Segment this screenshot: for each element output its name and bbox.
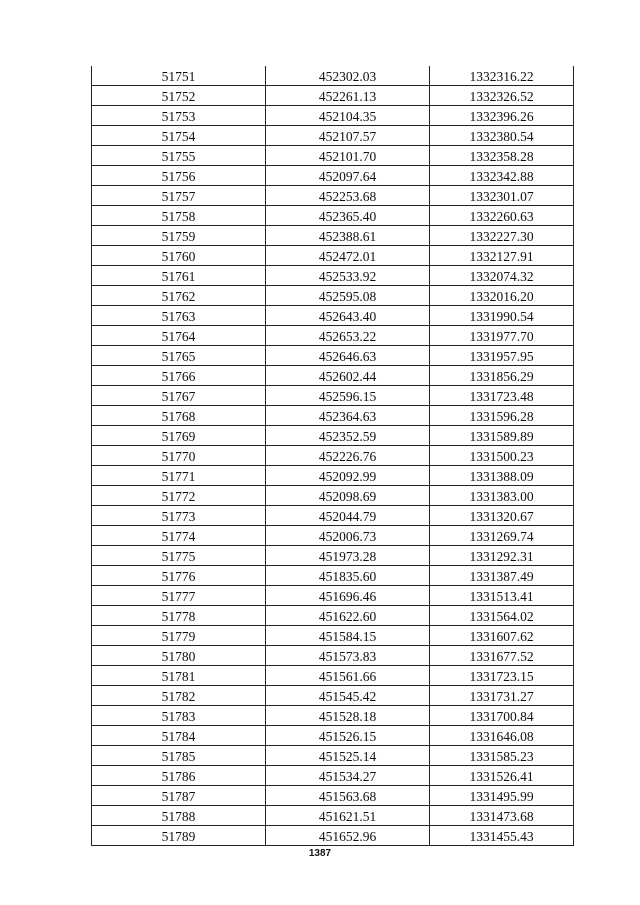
x-coordinate-cell: 452533.92 xyxy=(266,266,430,286)
point-id-cell: 51782 xyxy=(92,686,266,706)
point-id-cell: 51787 xyxy=(92,786,266,806)
y-coordinate-cell: 1331585.23 xyxy=(430,746,574,766)
point-id-cell: 51784 xyxy=(92,726,266,746)
y-coordinate-cell: 1331320.67 xyxy=(430,506,574,526)
x-coordinate-cell: 451584.15 xyxy=(266,626,430,646)
x-coordinate-cell: 451835.60 xyxy=(266,566,430,586)
y-coordinate-cell: 1331473.68 xyxy=(430,806,574,826)
x-coordinate-cell: 452653.22 xyxy=(266,326,430,346)
table-row xyxy=(92,806,574,826)
y-coordinate-cell: 1331990.54 xyxy=(430,306,574,326)
point-id-cell: 51762 xyxy=(92,286,266,306)
point-id-cell: 51765 xyxy=(92,346,266,366)
point-id-cell: 51754 xyxy=(92,126,266,146)
point-id-cell: 51774 xyxy=(92,526,266,546)
point-id-cell: 51785 xyxy=(92,746,266,766)
x-coordinate-cell: 451621.51 xyxy=(266,806,430,826)
point-id-cell: 51783 xyxy=(92,706,266,726)
y-coordinate-cell: 1331388.09 xyxy=(430,466,574,486)
table-row xyxy=(92,206,574,226)
point-id-cell: 51781 xyxy=(92,666,266,686)
point-id-cell: 51758 xyxy=(92,206,266,226)
y-coordinate-cell: 1331596.28 xyxy=(430,406,574,426)
y-coordinate-cell: 1331723.48 xyxy=(430,386,574,406)
point-id-cell: 51766 xyxy=(92,366,266,386)
table-row xyxy=(92,586,574,606)
x-coordinate-cell: 452044.79 xyxy=(266,506,430,526)
x-coordinate-cell: 452365.40 xyxy=(266,206,430,226)
x-coordinate-cell: 451573.83 xyxy=(266,646,430,666)
y-coordinate-cell: 1332016.20 xyxy=(430,286,574,306)
x-coordinate-cell: 452595.08 xyxy=(266,286,430,306)
table-row xyxy=(92,66,574,86)
y-coordinate-cell: 1332326.52 xyxy=(430,86,574,106)
table-row xyxy=(92,686,574,706)
x-coordinate-cell: 452092.99 xyxy=(266,466,430,486)
point-id-cell: 51773 xyxy=(92,506,266,526)
table-row xyxy=(92,386,574,406)
x-coordinate-cell: 452097.64 xyxy=(266,166,430,186)
y-coordinate-cell: 1332227.30 xyxy=(430,226,574,246)
y-coordinate-cell: 1331646.08 xyxy=(430,726,574,746)
y-coordinate-cell: 1331564.02 xyxy=(430,606,574,626)
x-coordinate-cell: 452253.68 xyxy=(266,186,430,206)
table-row xyxy=(92,526,574,546)
y-coordinate-cell: 1332127.91 xyxy=(430,246,574,266)
point-id-cell: 51771 xyxy=(92,466,266,486)
table-row xyxy=(92,826,574,846)
y-coordinate-cell: 1331269.74 xyxy=(430,526,574,546)
point-id-cell: 51755 xyxy=(92,146,266,166)
table-row xyxy=(92,186,574,206)
table-row xyxy=(92,766,574,786)
x-coordinate-cell: 451534.27 xyxy=(266,766,430,786)
y-coordinate-cell: 1332358.28 xyxy=(430,146,574,166)
table-row xyxy=(92,406,574,426)
table-row xyxy=(92,566,574,586)
table-body xyxy=(92,66,574,846)
x-coordinate-cell: 451525.14 xyxy=(266,746,430,766)
table-row xyxy=(92,146,574,166)
x-coordinate-cell: 451696.46 xyxy=(266,586,430,606)
x-coordinate-cell: 451652.96 xyxy=(266,826,430,846)
y-coordinate-cell: 1332074.32 xyxy=(430,266,574,286)
coordinate-table xyxy=(91,66,574,846)
table-row xyxy=(92,606,574,626)
y-coordinate-cell: 1331957.95 xyxy=(430,346,574,366)
x-coordinate-cell: 451526.15 xyxy=(266,726,430,746)
y-coordinate-cell: 1332380.54 xyxy=(430,126,574,146)
x-coordinate-cell: 451622.60 xyxy=(266,606,430,626)
y-coordinate-cell: 1331700.84 xyxy=(430,706,574,726)
point-id-cell: 51763 xyxy=(92,306,266,326)
point-id-cell: 51776 xyxy=(92,566,266,586)
table-row xyxy=(92,266,574,286)
y-coordinate-cell: 1331977.70 xyxy=(430,326,574,346)
x-coordinate-cell: 452261.13 xyxy=(266,86,430,106)
x-coordinate-cell: 452643.40 xyxy=(266,306,430,326)
y-coordinate-cell: 1331723.15 xyxy=(430,666,574,686)
point-id-cell: 51751 xyxy=(92,66,266,86)
x-coordinate-cell: 452101.70 xyxy=(266,146,430,166)
x-coordinate-cell: 452104.35 xyxy=(266,106,430,126)
y-coordinate-cell: 1331500.23 xyxy=(430,446,574,466)
x-coordinate-cell: 452472.01 xyxy=(266,246,430,266)
table-row xyxy=(92,746,574,766)
point-id-cell: 51752 xyxy=(92,86,266,106)
table-row xyxy=(92,626,574,646)
y-coordinate-cell: 1331526.41 xyxy=(430,766,574,786)
y-coordinate-cell: 1331513.41 xyxy=(430,586,574,606)
table-row xyxy=(92,646,574,666)
table-row xyxy=(92,666,574,686)
x-coordinate-cell: 451528.18 xyxy=(266,706,430,726)
y-coordinate-cell: 1331731.27 xyxy=(430,686,574,706)
y-coordinate-cell: 1331677.52 xyxy=(430,646,574,666)
y-coordinate-cell: 1332301.07 xyxy=(430,186,574,206)
y-coordinate-cell: 1332396.26 xyxy=(430,106,574,126)
y-coordinate-cell: 1332260.63 xyxy=(430,206,574,226)
table-row xyxy=(92,506,574,526)
point-id-cell: 51767 xyxy=(92,386,266,406)
table-row xyxy=(92,466,574,486)
x-coordinate-cell: 451561.66 xyxy=(266,666,430,686)
point-id-cell: 51788 xyxy=(92,806,266,826)
point-id-cell: 51778 xyxy=(92,606,266,626)
x-coordinate-cell: 452602.44 xyxy=(266,366,430,386)
table-row xyxy=(92,706,574,726)
point-id-cell: 51770 xyxy=(92,446,266,466)
y-coordinate-cell: 1332316.22 xyxy=(430,66,574,86)
point-id-cell: 51761 xyxy=(92,266,266,286)
table-row xyxy=(92,326,574,346)
x-coordinate-cell: 452302.03 xyxy=(266,66,430,86)
point-id-cell: 51760 xyxy=(92,246,266,266)
x-coordinate-cell: 451973.28 xyxy=(266,546,430,566)
point-id-cell: 51757 xyxy=(92,186,266,206)
table-row xyxy=(92,126,574,146)
x-coordinate-cell: 452388.61 xyxy=(266,226,430,246)
table-row xyxy=(92,286,574,306)
x-coordinate-cell: 451563.68 xyxy=(266,786,430,806)
point-id-cell: 51779 xyxy=(92,626,266,646)
table-row xyxy=(92,86,574,106)
point-id-cell: 51772 xyxy=(92,486,266,506)
point-id-cell: 51780 xyxy=(92,646,266,666)
table-row xyxy=(92,366,574,386)
table-row xyxy=(92,546,574,566)
table-row xyxy=(92,426,574,446)
point-id-cell: 51775 xyxy=(92,546,266,566)
y-coordinate-cell: 1331383.00 xyxy=(430,486,574,506)
table-row xyxy=(92,786,574,806)
x-coordinate-cell: 452352.59 xyxy=(266,426,430,446)
y-coordinate-cell: 1331495.99 xyxy=(430,786,574,806)
y-coordinate-cell: 1332342.88 xyxy=(430,166,574,186)
table-row xyxy=(92,226,574,246)
point-id-cell: 51764 xyxy=(92,326,266,346)
x-coordinate-cell: 452596.15 xyxy=(266,386,430,406)
table-row xyxy=(92,346,574,366)
x-coordinate-cell: 451545.42 xyxy=(266,686,430,706)
y-coordinate-cell: 1331455.43 xyxy=(430,826,574,846)
y-coordinate-cell: 1331607.62 xyxy=(430,626,574,646)
y-coordinate-cell: 1331292.31 xyxy=(430,546,574,566)
x-coordinate-cell: 452646.63 xyxy=(266,346,430,366)
x-coordinate-cell: 452006.73 xyxy=(266,526,430,546)
table-row xyxy=(92,246,574,266)
point-id-cell: 51789 xyxy=(92,826,266,846)
point-id-cell: 51777 xyxy=(92,586,266,606)
table-row xyxy=(92,166,574,186)
point-id-cell: 51769 xyxy=(92,426,266,446)
point-id-cell: 51759 xyxy=(92,226,266,246)
point-id-cell: 51768 xyxy=(92,406,266,426)
point-id-cell: 51753 xyxy=(92,106,266,126)
page-number: 1387 xyxy=(308,848,332,859)
table-row xyxy=(92,726,574,746)
x-coordinate-cell: 452364.63 xyxy=(266,406,430,426)
table-row xyxy=(92,106,574,126)
x-coordinate-cell: 452226.76 xyxy=(266,446,430,466)
x-coordinate-cell: 452107.57 xyxy=(266,126,430,146)
table-row xyxy=(92,306,574,326)
x-coordinate-cell: 452098.69 xyxy=(266,486,430,506)
y-coordinate-cell: 1331856.29 xyxy=(430,366,574,386)
y-coordinate-cell: 1331589.89 xyxy=(430,426,574,446)
point-id-cell: 51786 xyxy=(92,766,266,786)
point-id-cell: 51756 xyxy=(92,166,266,186)
y-coordinate-cell: 1331387.49 xyxy=(430,566,574,586)
table-row xyxy=(92,486,574,506)
table-row xyxy=(92,446,574,466)
